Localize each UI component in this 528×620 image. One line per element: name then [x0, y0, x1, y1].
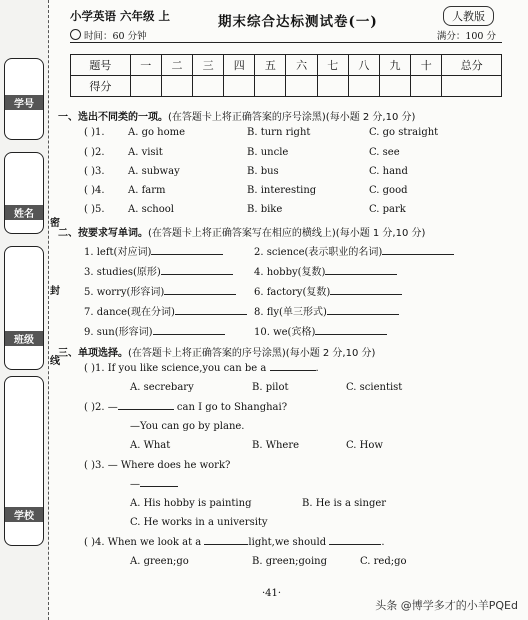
table-cell: 九: [379, 55, 410, 76]
answer-blank[interactable]: [329, 544, 381, 545]
header-divider: [70, 42, 502, 43]
option-a: A. His hobby is painting: [130, 498, 252, 509]
score-cell[interactable]: [379, 76, 410, 97]
question-line: ( )1. If you like science,you can be a .: [84, 363, 319, 374]
answer-blank[interactable]: [327, 314, 399, 315]
table-cell: 得分: [71, 76, 131, 97]
answer-blank[interactable]: [270, 370, 316, 371]
option-b: B. uncle: [247, 147, 289, 158]
name-label: 姓名: [5, 205, 43, 220]
table-cell: 六: [286, 55, 317, 76]
score-cell[interactable]: [286, 76, 317, 97]
option-b: B. turn right: [247, 127, 311, 138]
table-cell: 一: [130, 55, 161, 76]
exam-title: 期末综合达标测试卷(一): [218, 14, 378, 30]
question-number[interactable]: ( )3.: [84, 460, 105, 471]
option-a: A. go home: [128, 127, 186, 138]
question-number[interactable]: ( )1.: [84, 127, 105, 138]
score-table-score-row: [71, 76, 502, 97]
question-number[interactable]: ( )3.: [84, 166, 105, 177]
question-line: ( )3. — Where does he work?: [84, 460, 231, 471]
option-c: C. go straight: [369, 127, 439, 138]
score-cell[interactable]: [411, 76, 442, 97]
answer-blank[interactable]: [315, 334, 387, 335]
option-a: A. What: [130, 440, 171, 451]
binding-margin: [0, 0, 49, 620]
option-a: A. secrebary: [130, 382, 194, 393]
table-cell: 总分: [442, 55, 502, 76]
answer-blank[interactable]: [175, 314, 247, 315]
question-number[interactable]: ( )2. —: [84, 402, 118, 413]
word-task: 1. left(对应词): [84, 243, 223, 258]
answer-blank[interactable]: [140, 486, 178, 487]
answer-blank[interactable]: [153, 334, 225, 335]
watermark: 头条 @博学多才的小羊PQEd: [375, 599, 518, 612]
option-c: C. scientist: [346, 382, 403, 393]
question-number[interactable]: ( )4.: [84, 185, 105, 196]
option-b: B. interesting: [247, 185, 317, 196]
word-task: 5. worry(形容词): [84, 283, 236, 298]
answer-blank[interactable]: [118, 409, 174, 410]
class-label: 班级: [5, 331, 43, 346]
section2-heading: 二、按要求写单词。(在答题卡上将正确答案写在相应的横线上)(每小题 1 分,10 分): [58, 228, 426, 239]
option-a: A. visit: [128, 147, 163, 158]
exam-header: [70, 6, 502, 42]
option-b: B. He is a singer: [302, 498, 387, 509]
score-cell[interactable]: [193, 76, 224, 97]
answer-blank[interactable]: [161, 274, 233, 275]
school-label: 学校: [5, 507, 43, 522]
section1-heading: 一、选出不同类的一项。(在答题卡上将正确答案的序号涂黑)(每小题 2 分,10 分): [58, 112, 416, 123]
question-number[interactable]: ( )2.: [84, 147, 105, 158]
word-task: 3. studies(原形): [84, 263, 233, 278]
school-box: [4, 376, 44, 546]
score-cell[interactable]: [161, 76, 192, 97]
table-cell: 八: [348, 55, 379, 76]
option-a: A. school: [128, 204, 174, 215]
option-c: C. see: [369, 147, 400, 158]
answer-blank[interactable]: [204, 544, 248, 545]
option-a: A. farm: [128, 185, 166, 196]
score-cell[interactable]: [130, 76, 161, 97]
answer-blank[interactable]: [164, 294, 236, 295]
option-c: C. park: [369, 204, 406, 215]
option-b: B. Where: [252, 440, 300, 451]
option-c: C. He works in a university: [130, 517, 268, 528]
table-cell: 五: [255, 55, 286, 76]
score-cell[interactable]: [442, 76, 502, 97]
option-a: A. subway: [128, 166, 180, 177]
answer-blank[interactable]: [151, 254, 223, 255]
option-b: B. bus: [247, 166, 279, 177]
word-task: 2. science(表示职业的名词): [254, 243, 454, 258]
time-limit: 时间：60 分钟: [70, 28, 147, 42]
word-task: 6. factory(复数): [254, 283, 402, 298]
table-cell: 四: [224, 55, 255, 76]
question-number[interactable]: ( )4.: [84, 537, 105, 548]
option-c: C. good: [369, 185, 408, 196]
answer-blank[interactable]: [325, 274, 397, 275]
answer-blank[interactable]: [382, 254, 454, 255]
score-cell[interactable]: [224, 76, 255, 97]
option-c: C. hand: [369, 166, 408, 177]
seal-char-xian: 线: [50, 356, 60, 367]
page-number: ·41·: [262, 588, 282, 599]
option-b: B. green;going: [252, 556, 327, 567]
dialogue-reply: —You can go by plane.: [130, 421, 245, 432]
option-b: B. bike: [247, 204, 283, 215]
section3-heading: 三、单项选择。(在答题卡上将正确答案的序号涂黑)(每小题 2 分,10 分): [58, 348, 376, 359]
publisher-badge: 人教版: [443, 6, 494, 26]
word-task: 4. hobby(复数): [254, 263, 397, 278]
table-cell: 题号: [71, 55, 131, 76]
table-cell: 七: [317, 55, 348, 76]
class-box: [4, 246, 44, 370]
student-id-label: 学号: [5, 95, 43, 110]
dialogue-reply: —: [130, 479, 178, 490]
word-task: 8. fly(单三形式): [254, 303, 399, 318]
question-number[interactable]: ( )1.: [84, 363, 105, 374]
clock-icon: [70, 29, 81, 40]
subject-grade: 小学英语 六年级 上: [70, 9, 171, 23]
option-a: A. green;go: [130, 556, 189, 567]
seal-char-feng: 封: [50, 286, 60, 297]
word-task: 10. we(宾格): [254, 323, 387, 338]
score-cell[interactable]: [348, 76, 379, 97]
answer-blank[interactable]: [330, 294, 402, 295]
word-task: 7. dance(现在分词): [84, 303, 247, 318]
full-score: 满分：100 分: [436, 31, 496, 42]
score-table-header-row: [71, 55, 502, 76]
question-line: ( )4. When we look at a light,we should .: [84, 537, 385, 548]
student-id-box: [4, 58, 44, 140]
name-box: [4, 152, 44, 234]
seal-char-mi: 密: [50, 218, 60, 229]
option-c: C. How: [346, 440, 383, 451]
table-cell: 二: [161, 55, 192, 76]
score-cell[interactable]: [255, 76, 286, 97]
option-c: C. red;go: [360, 556, 407, 567]
option-b: B. pilot: [252, 382, 289, 393]
question-number[interactable]: ( )5.: [84, 204, 105, 215]
question-line: ( )2. — can I go to Shanghai?: [84, 402, 288, 413]
word-task: 9. sun(形容词): [84, 323, 225, 338]
score-cell[interactable]: [317, 76, 348, 97]
table-cell: 三: [193, 55, 224, 76]
table-cell: 十: [411, 55, 442, 76]
score-table: [70, 54, 502, 97]
